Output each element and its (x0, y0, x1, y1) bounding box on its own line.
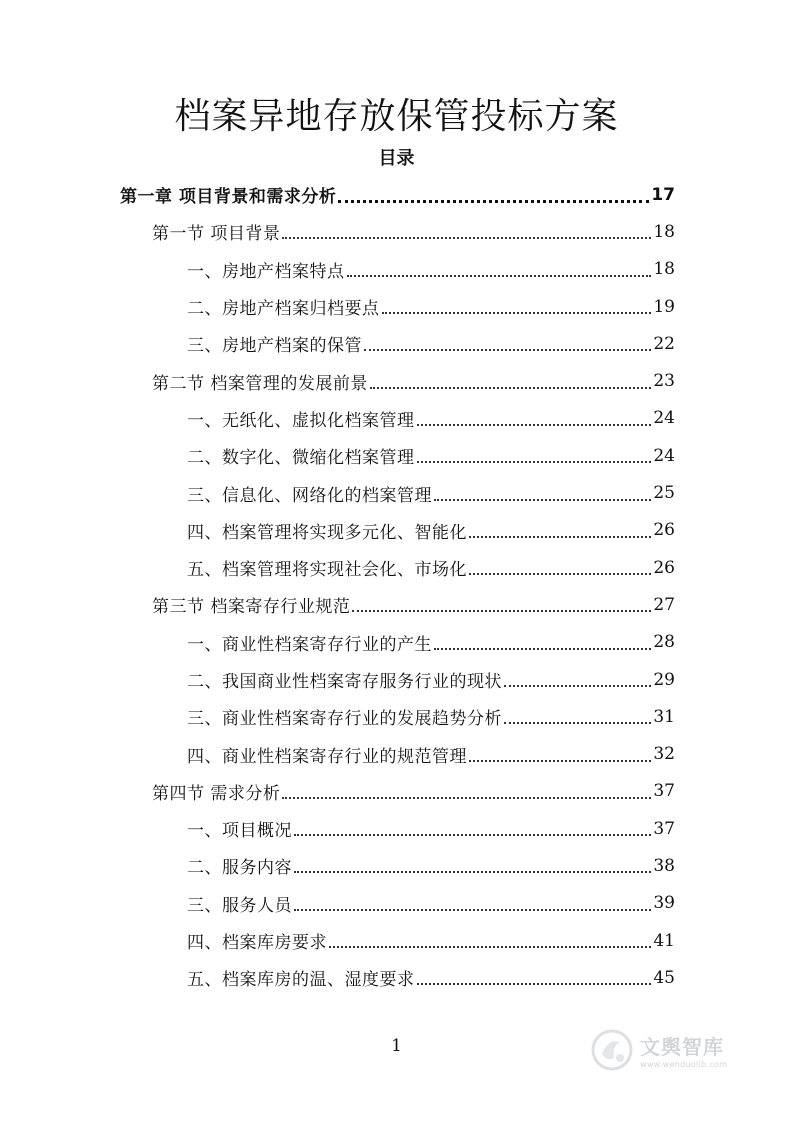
toc-entry[interactable] (0, 959, 793, 996)
toc-entry-page: 22 (653, 333, 675, 354)
toc-entry[interactable] (0, 773, 793, 810)
toc-entry[interactable] (0, 698, 793, 735)
toc-dot-leader (417, 460, 652, 463)
toc-dot-leader (434, 498, 651, 501)
toc-entry-page: 39 (653, 893, 675, 914)
toc-entry-page: 17 (651, 184, 675, 205)
toc-entry-page: 38 (653, 855, 675, 876)
toc-entry-page: 18 (653, 259, 675, 280)
toc-entry-label: 第一节 项目背景 (152, 224, 281, 245)
toc-dot-leader (329, 945, 651, 948)
toc-entry[interactable] (0, 735, 793, 772)
toc-dot-leader (469, 535, 651, 538)
watermark-url: www.wenduolib.com (640, 1060, 728, 1069)
toc-entry[interactable] (0, 624, 793, 661)
toc-entry[interactable] (0, 251, 793, 288)
toc-entry[interactable] (0, 922, 793, 959)
toc-entry-page: 28 (653, 632, 675, 653)
toc-heading: 目录 (378, 148, 415, 169)
toc-entry[interactable] (0, 661, 793, 698)
toc-dot-leader (504, 721, 651, 724)
toc-entry-page: 24 (653, 408, 675, 429)
toc-entry-label: 第三节 档案寄存行业规范 (152, 597, 351, 618)
toc-entry[interactable] (0, 512, 793, 549)
toc-dot-leader (352, 609, 651, 612)
toc-dot-leader (469, 572, 651, 575)
toc-dot-leader (434, 647, 651, 650)
toc-entry-page: 26 (653, 520, 675, 541)
toc-entry[interactable] (0, 437, 793, 474)
toc-entry[interactable] (0, 847, 793, 884)
toc-entry[interactable] (0, 474, 793, 511)
toc-entry[interactable] (0, 213, 793, 250)
watermark-name: 文舆智库 (640, 1035, 724, 1059)
toc-entry[interactable] (0, 810, 793, 847)
toc-entry-label: 二、服务内容 (187, 858, 292, 879)
toc-entry-label: 二、房地产档案归档要点 (187, 299, 380, 320)
toc-dot-leader (294, 833, 651, 836)
table-of-contents (0, 176, 793, 997)
toc-dot-leader (282, 236, 651, 239)
toc-entry[interactable] (0, 176, 793, 213)
toc-entry-page: 24 (653, 445, 675, 466)
toc-entry-page: 45 (653, 967, 675, 988)
watermark (590, 1022, 760, 1078)
toc-entry-page: 32 (653, 744, 675, 765)
toc-entry[interactable] (0, 885, 793, 922)
toc-dot-leader (338, 199, 649, 203)
toc-entry-label: 三、房地产档案的保管 (187, 336, 362, 357)
toc-entry[interactable] (0, 586, 793, 623)
toc-entry-label: 第四节 需求分析 (152, 783, 281, 804)
toc-entry-label: 三、服务人员 (187, 895, 292, 916)
toc-entry-page: 37 (653, 781, 675, 802)
document-title: 档案异地存放保管投标方案 (174, 96, 619, 137)
toc-entry-label: 一、房地产档案特点 (187, 261, 345, 282)
toc-entry-page: 26 (653, 557, 675, 578)
toc-entry-label: 三、商业性档案寄存行业的发展趋势分析 (187, 709, 502, 730)
toc-entry-label: 四、档案库房要求 (187, 933, 327, 954)
toc-dot-leader (370, 386, 651, 389)
toc-entry-label: 第一章 项目背景和需求分析 (120, 187, 337, 208)
toc-entry[interactable] (0, 400, 793, 437)
toc-entry-label: 三、信息化、网络化的档案管理 (187, 485, 432, 506)
toc-entry-label: 一、项目概况 (187, 821, 292, 842)
toc-entry-page: 29 (653, 669, 675, 690)
toc-entry-page: 18 (653, 221, 675, 242)
toc-entry-page: 41 (653, 930, 675, 951)
toc-entry-label: 第二节 档案管理的发展前景 (152, 373, 368, 394)
toc-entry-label: 四、档案管理将实现多元化、智能化 (187, 522, 467, 543)
toc-dot-leader (294, 870, 651, 873)
wenyu-logo-icon (590, 1028, 634, 1072)
toc-entry-label: 二、数字化、微缩化档案管理 (187, 448, 415, 469)
toc-dot-leader (364, 348, 651, 351)
toc-entry-label: 五、档案管理将实现社会化、市场化 (187, 560, 467, 581)
toc-dot-leader (417, 982, 652, 985)
toc-dot-leader (417, 423, 652, 426)
toc-entry-label: 五、档案库房的温、湿度要求 (187, 970, 415, 991)
toc-entry-label: 四、商业性档案寄存行业的规范管理 (187, 746, 467, 767)
toc-dot-leader (294, 908, 651, 911)
toc-dot-leader (382, 311, 652, 314)
toc-entry-page: 19 (653, 296, 675, 317)
toc-dot-leader (504, 684, 651, 687)
toc-dot-leader (347, 274, 652, 277)
toc-entry[interactable] (0, 325, 793, 362)
toc-entry[interactable] (0, 288, 793, 325)
toc-entry-label: 二、我国商业性档案寄存服务行业的现状 (187, 672, 502, 692)
toc-dot-leader (469, 759, 651, 762)
toc-entry-page: 31 (653, 706, 675, 727)
toc-entry[interactable] (0, 362, 793, 399)
toc-entry[interactable] (0, 549, 793, 586)
page-number: 1 (391, 1036, 402, 1056)
toc-entry-page: 27 (653, 594, 675, 615)
toc-entry-page: 25 (653, 483, 675, 504)
toc-entry-label: 一、商业性档案寄存行业的产生 (187, 634, 432, 655)
toc-dot-leader (282, 796, 651, 799)
toc-entry-label: 一、无纸化、虚拟化档案管理 (187, 410, 415, 431)
toc-entry-page: 23 (653, 371, 675, 392)
toc-entry-page: 37 (653, 818, 675, 839)
